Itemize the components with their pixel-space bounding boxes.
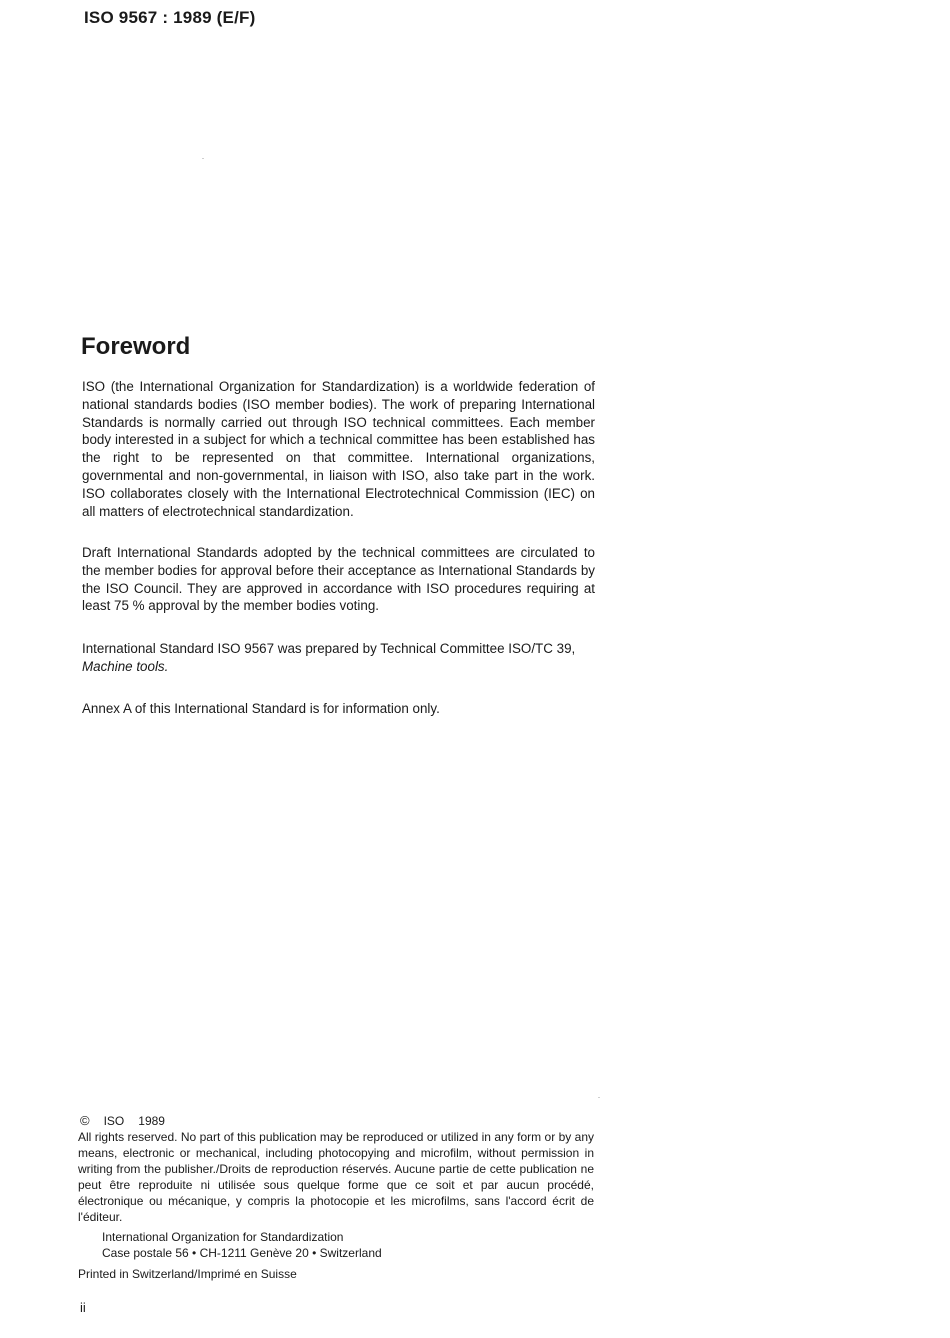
copyright-notice xyxy=(78,1113,594,1282)
rights-reserved-text: All rights reserved. No part of this publication may be reproduced or utilized in any form or by any means, electronic or mechanical, including photocopying and microfilm, without permission in writing from the publisher./Droits de reproduction réservés. Aucune partie de cette publication ne peut être reproduite ni utilisée sous quelque forme que ce soit et par aucun procédé, électronique ou mécanique, y compris la photocopie et les microfilms, sans l'accord écrit de l'éditeur. xyxy=(78,1130,594,1224)
scan-speck xyxy=(598,1097,600,1098)
document-reference: ISO 9567 : 1989 (E/F) xyxy=(84,8,256,27)
publisher-address xyxy=(78,1229,594,1261)
committee-name: Machine tools. xyxy=(82,658,169,674)
foreword-paragraph-3-text: International Standard ISO 9567 was prepared by Technical Committee ISO/TC 39, xyxy=(82,641,576,656)
copyright-year: 1989 xyxy=(138,1114,165,1128)
foreword-paragraph-1: ISO (the International Organization for Standardization) is a worldwide federation of national standards bodies (ISO member bodies). The work of preparing International Standards is normally carried out through ISO technical committees. Each member body interested in a subject for which a technical committee has been established has the right to be represented on that committee. International organizations, governmental and non-governmental, in liaison with ISO, also take part in the work. ISO collaborates closely with the International Electrotechnical Commission (IEC) on all matters of electrotechnical standardization. xyxy=(82,379,595,519)
foreword-heading: Foreword xyxy=(81,333,191,360)
publisher-name: International Organization for Standardization xyxy=(102,1230,344,1244)
printed-in-line: Printed in Switzerland/Imprimé en Suisse xyxy=(78,1267,297,1281)
copyright-line xyxy=(78,1113,594,1129)
scan-speck xyxy=(202,158,204,159)
foreword-paragraph-4: Annex A of this International Standard is for information only. xyxy=(82,701,440,716)
foreword-paragraph-2: Draft International Standards adopted by the technical committees are circulated to the member bodies for approval before their acceptance as International Standards by the ISO Council. They are approved in accordance with ISO procedures requiring at least 75 % approval by the member bodies voting. xyxy=(82,545,595,614)
foreword-paragraph-3 xyxy=(82,640,595,676)
copyright-icon: © xyxy=(80,1113,90,1128)
publisher-postal-address: Case postale 56 • CH-1211 Genève 20 • Switzerland xyxy=(102,1246,382,1260)
copyright-owner: ISO xyxy=(103,1114,125,1128)
page-number: ii xyxy=(80,1300,86,1315)
